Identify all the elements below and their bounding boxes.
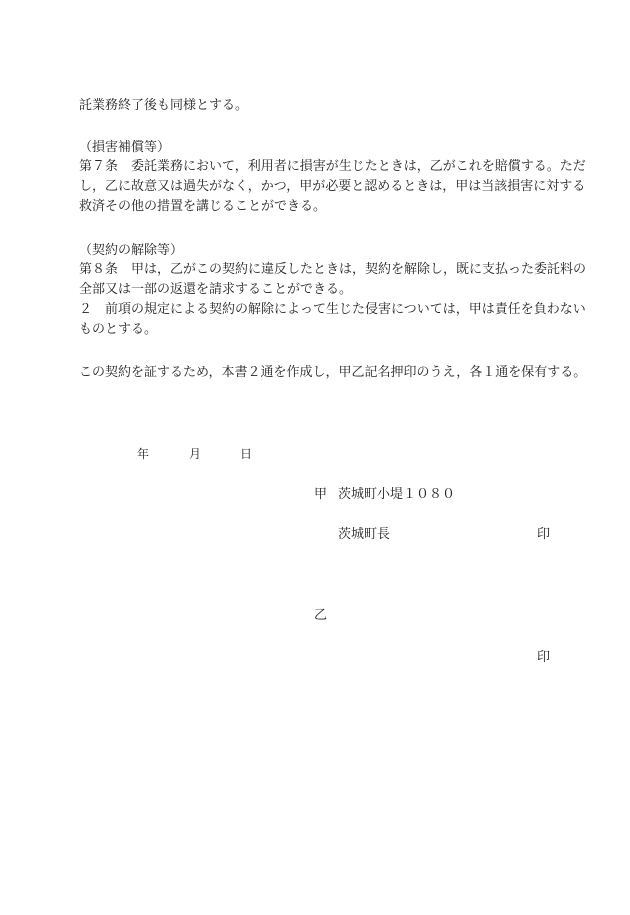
article-7-line-1: 第７条 委託業務において，利用者に損害が生じたときは，乙がこれを賠償する。ただ [79,159,586,174]
party-a-address: 茨城町小堤１０８０ [338,487,456,502]
article-8-line-1: 第８条 甲は，乙がこの契約に違反したときは，契約を解除し，既に支払った委託料の [79,262,587,277]
article-8-line-4: ものとする。 [79,322,158,337]
date-year-label: 年 [137,447,150,461]
article-7-heading: （損害補償等） [79,140,171,155]
article-7-line-3: 救済その他の措置を講じることができる。 [79,199,327,214]
party-b-seal-mark: 印 [537,650,551,665]
party-a-seal-mark: 印 [537,527,551,542]
article-8-line-3: ２ 前項の規定による契約の解除によって生じた侵害については，甲は責任を負わない [79,302,586,317]
article-8-line-2: 全部又は一部の返還を請求することができる。 [79,282,353,297]
closing-statement: この契約を証するため，本書２通を作成し，甲乙記名押印のうえ，各１通を保有する。 [79,365,587,380]
date-day-label: 日 [240,447,253,461]
date-month-label: 月 [189,447,202,461]
party-b-label: 乙 [314,608,328,623]
party-a-label: 甲 [314,487,328,502]
continuation-text: 託業務終了後も同様とする。 [79,98,249,113]
article-8-heading: （契約の解除等） [79,243,184,258]
party-a-name: 茨城町長 [338,527,391,542]
article-7-line-2: し，乙に故意又は過失がなく，かつ，甲が必要と認めるときは，甲は当該損害に対する [79,179,586,194]
